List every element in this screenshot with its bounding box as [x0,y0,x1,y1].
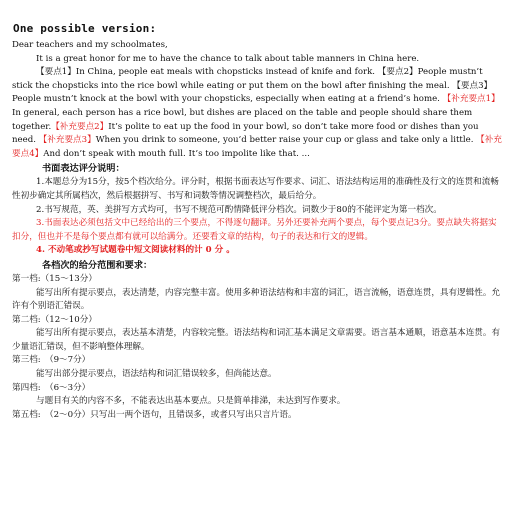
extra-point-tag-1: 【补充要点1】 [442,94,500,105]
scoring-rule-2: 2.书写规范，英、美拼写方式均可，书写不规范可酌情降低评分档次。词数少于80的不能评定为第一档次。 [36,204,442,215]
scoring-rule-4: 4. 不动笔或抄写试题卷中短文阅读材料的计 0 分 。 [36,245,235,256]
model-essay-heading: One possible version: [13,22,157,35]
levels-title: 各档次的给分范围和要求： [42,259,153,271]
extra-point-tag-3: 【补充要点3】 [38,135,96,146]
scoring-rule-3: 3.书面表达必须包括文中已经给出的三个要点，不得逐句翻译。另外还要补充两个要点，每个要点记3分。要点缺失将据实扣分，但也并不是每个要点都有就可以给满分。还要看文章的结构，句子的表达和行文的逻辑。 [12,218,497,242]
extra-point-tag-2: 【补充要点2】 [51,121,109,132]
level-3-name: 第三档: （9～7分） [12,355,91,366]
point-tag-1: 【要点1】 [36,67,76,78]
extra-point-text-4: And don’t speak with mouth full. It’s too impolite like that. ... [43,148,310,159]
point-tag-2: 【要点2】 [377,67,418,78]
level-3-desc: 能写出部分提示要点，语法结构和词汇错误较多，但尚能达意。 [36,369,277,380]
level-1-name: 第一档:（15～13分） [12,273,97,284]
point-tag-3: 【要点3】 [452,80,493,91]
point-text-2: People mustn’t stick the chopsticks into the rice bowl while eating or put them on the bowl after finishing the meal. [12,67,483,91]
salutation: Dear teachers and my schoolmates, [12,40,168,50]
essay-intro: It is a great honor for me to have the chance to talk about table manners in China here. [36,53,420,64]
level-2-name: 第二档:（12～10分） [12,314,97,325]
point-text-3: People mustn’t knock at the bowl with your chopsticks, especially when eating at a friend’s home. [12,94,443,105]
extra-point-text-2: It’s polite to eat up the food in your bowl, so don’t take more food or dishes than you need. [12,121,479,146]
extra-point-text-1: In general, each person has a rice bowl, but dishes are placed on the table and people should share them together. [12,107,473,132]
level-1-desc: 能写出所有提示要点，表达清楚，内容完整丰富。使用多种语法结构和丰富的词汇，语言流畅，语意连贯，具有逻辑性。允许有个别语汇错误。 [12,287,501,312]
point-text-1: In China, people eat meals with chopsticks instead of knife and fork. [75,67,378,78]
scoring-rules-title: 书面表达评分说明： [42,163,125,175]
essay-body [12,66,505,161]
level-4-name: 第四档: （6～3分） [12,382,91,393]
extra-point-text-3: When you drink to someone, you’d better raise your cup or glass and take only a little. [95,135,477,146]
extra-point-tag-4: 【补充要点4】 [12,135,502,159]
scoring-rule-1: 1.本题总分为15分，按5个档次给分。评分时，根据书面表达写作要求、词汇、语法结构运用的准确性及行文的连贯和流畅性初步确定其所属档次，然后根据拼写、书写和词数等情况调整档次，最后给分。 [12,177,499,201]
level-4-desc: 与题目有关的内容不多，不能表达出基本要点。只是简单排涕，未达到写作要求。 [36,396,346,407]
level-2-desc: 能写出所有提示要点，表达基本清楚，内容较完整。语法结构和词汇基本满足文章需要。语言基本通顺，语意基本连贯。有少量语汇错误，但不影响整体理解。 [12,328,501,352]
level-5-name: 第五档: （2～0分）只写出一两个语句，且错误多，或者只写出只言片语。 [12,409,297,420]
